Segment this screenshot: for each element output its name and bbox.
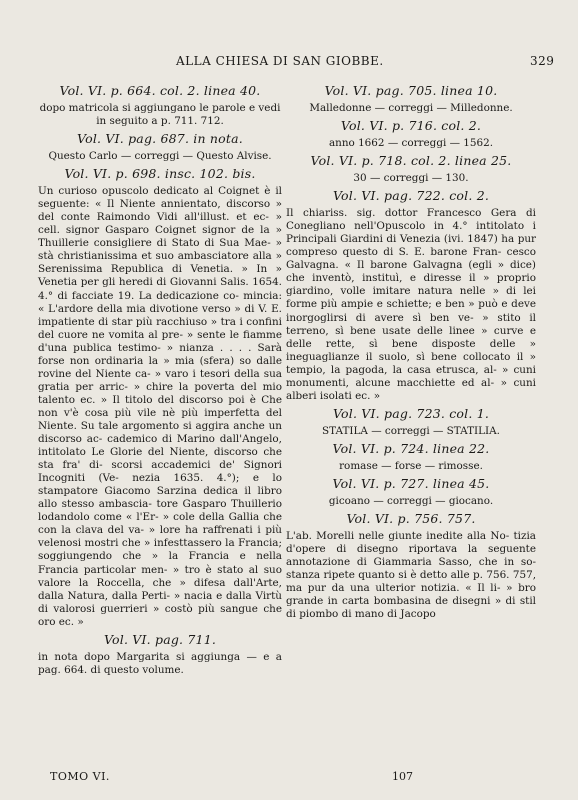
correction-text: Il chiariss. sig. dottor Francesco Gera di Conegliano nell'Opuscolo in 4.° intitolato i Principali Giardini di Venezia (ivi. 1847) ha pur compreso questo di S. E. barone Fran- cesco Galvagna. « Il barone Galvagna (egli » dice) che inventò, instituì, e diresse il » proprio giardino, volle imitare natura nelle » di lei forme più ampie e schiette; e ben » può e deve inorgoglirsi di avere sì ben ve- » stito il terreno, sì bene usate delle linee » curve e delle rette, sì bene disposte delle » ineguaglianze il suolo, sì bene collocato il » tempio, la pagoda, la casa etrusca, al- » cuni monumenti, alcune macchiette ed al- » cuni alberi isolati ec. »	[286, 207, 536, 402]
correction-text: Malledonne — correggi — Milledonne.	[309, 102, 513, 114]
volume-reference: Vol. VI. p. 724. linea 22.	[332, 440, 490, 456]
volume-reference: Vol. VI. p. 718. col. 2. linea 25.	[310, 153, 512, 169]
right-column	[286, 80, 536, 621]
correction-text: L'ab. Morelli nelle giunte inedite alla No- tizia d'opere di disegno riportava la seguente annotazione di Giammaria Sasso, che in so- stanza ripete quanto si è detto alle p. 756. 757, ma pur da una ulterior notizia. « Il li- » bro grande in carta bombasina de disegni » di stil di piombo di mano di Jacopo	[286, 529, 536, 621]
correction-text: dopo matricola si aggiungano le parole e vedi in seguito a p. 711. 712.	[39, 102, 281, 128]
left-column	[38, 80, 282, 677]
volume-reference: Vol. VI. p. 698. insc. 102. bis.	[64, 166, 256, 182]
correction-text: in nota dopo Margarita si aggiunga — e a pag. 664. di questo volume.	[38, 650, 282, 676]
volume-signature: TOMO VI.	[50, 770, 110, 783]
volume-reference: Vol. VI. p. 664. col. 2. linea 40.	[59, 83, 261, 98]
running-title: ALLA CHIESA DI SAN GIOBBE.	[176, 54, 384, 68]
volume-reference: Vol. VI. pag. 711.	[103, 631, 217, 647]
correction-text: STATILA — correggi — STATILIA.	[322, 424, 500, 437]
correction-text: gicoano — correggi — giocano.	[328, 494, 494, 507]
volume-reference: Vol. VI. p. 727. linea 45.	[332, 475, 490, 491]
volume-reference: Vol. VI. pag. 723. col. 1.	[332, 405, 490, 421]
correction-text: romase — forse — rimosse.	[339, 459, 483, 472]
volume-reference: Vol. VI. pag. 705. linea 10.	[324, 83, 498, 98]
volume-reference: Vol. VI. pag. 687. in nota.	[77, 131, 243, 147]
correction-text: Questo Carlo — correggi — Questo Alvise.	[48, 150, 272, 163]
volume-reference: Vol. VI. pag. 722. col. 2.	[332, 188, 490, 204]
gathering-signature: 107	[392, 770, 413, 783]
correction-text: anno 1662 — correggi — 1562.	[328, 137, 494, 150]
volume-reference: Vol. VI. p. 716. col. 2.	[340, 118, 482, 134]
correction-text: 30 — correggi — 130.	[353, 172, 469, 185]
volume-reference: Vol. VI. p. 756. 757.	[346, 510, 476, 526]
page-number: 329	[530, 54, 555, 68]
correction-text: Un curioso opuscolo dedicato al Coignet è il seguente: « Il Niente annientato, discorso » del conte Raimondo Vidi all'illust. et ec- » cell. signor Gasparo Coignet signor de la » Thuillerie consigliere di Stato di Sua Mae- » stà christianissima et suo ambasciatore alla » Serenissima Republica di Venetia. » In » Venetia per gli heredi di Giovanni Salis. 1654. 4.° di facciate 19. La dedicazione co- mincia: « L'ardore della mia divotione verso » di V. E. impatiente di star più racchiuso » tra i confini del cuore ne vomita al pre- » sente le fiamme d'una publica testimo- » nianza . . . . Sarà forse non ordinaria la » mia (sfera) so dalle rovine del Niente ca- » varo i tesori della sua gratia per arric- » chire la poverta del mio talento ec. » Il titolo del discorso poi è Che non v'è cosa più vile nè più imperfetta del Niente. Su tale argomento si aggira anche un discorso ac- cademico di Marino dall'Angelo, intitolato Le Glorie del Niente, discorso che sta fra' di- scorsi accademici de' Signori Incogniti (Ve- nezia 1635. 4.°); e lo stampatore Giacomo Sarzina dedica il libro allo stesso ambascia- tore Gasparo Thuillerio lodandolo come « l'Er- » cole della Gallia che con la clava del va- » lore ha raffrenati i più velenosi mostri che » infesttassero la Francia; soggiungendo che » la Francia e nella Francia particolar men- » tro è stato al suo valore la Roccella, che » difesa dall'Arte, dalla Natura, dalla Perti- » nacia e dalla Virtù di valorosi guerrieri » costò più sangue che oro ec. »	[38, 185, 282, 628]
